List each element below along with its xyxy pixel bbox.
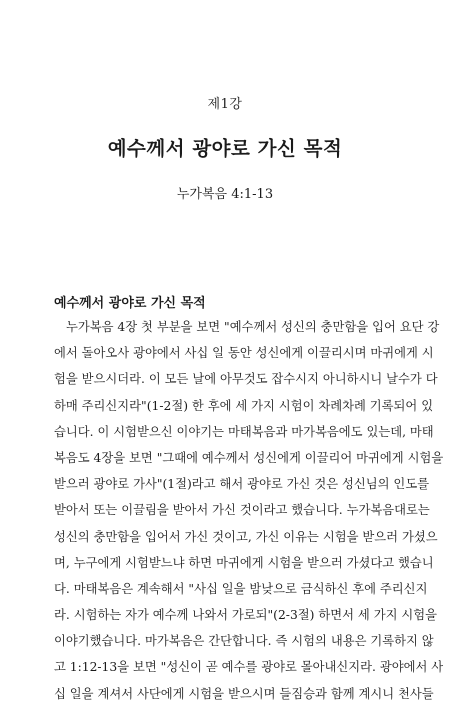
paragraph-line: 성신의 충만함을 입어서 가신 것이고, 가신 이유는 시험을 받으러 가셨으: [54, 529, 438, 544]
paragraph-line: 복음도 4장을 보면 "그때에 예수께서 성신에게 이끌리어 마귀에게 시험을: [54, 450, 444, 465]
body-paragraph: [54, 314, 444, 707]
paragraph-line: 라. 시험하는 자가 예수께 나와서 가로되"(2-3절) 하면서 세 가지 시험을: [54, 608, 437, 623]
paragraph-line: 습니다. 이 시험받으신 이야기는 마태복음과 마가복음에도 있는데, 마태: [54, 424, 434, 439]
paragraph-line: 하매 주리신지라"(1-2절) 한 후에 세 가지 시험이 차례차례 기록되어 있: [54, 398, 434, 413]
paragraph-line: 며, 누구에게 시험받느냐 하면 마귀에게 시험을 받으러 가셨다고 했습니: [54, 555, 434, 570]
paragraph-line: 십 일을 계셔서 사단에게 시험을 받으시며 들짐승과 함께 계시니 천사들: [54, 686, 434, 701]
scripture-reference: 누가복음 4:1-13: [176, 187, 274, 202]
chapter-label: 제1강: [207, 97, 243, 112]
paragraph-line: 험을 받으시더라. 이 모든 날에 아무것도 잡수시지 아니하시니 날수가 다: [54, 372, 438, 387]
paragraph-line: 받으러 광야로 가사"(1절)라고 해서 광야로 가신 것은 성신님의 인도를: [54, 477, 430, 492]
chapter-title: 예수께서 광야로 가신 목적: [107, 137, 343, 160]
paragraph-line: 다. 마태복음은 계속해서 "사십 일을 밤낮으로 금식하신 후에 주리신지: [54, 581, 428, 596]
paragraph-line: 이야기했습니다. 마가복음은 간단합니다. 즉 시험의 내용은 기록하지 않: [54, 634, 434, 649]
section-heading: 예수께서 광야로 가신 목적: [54, 296, 206, 311]
paragraph-line: 에서 돌아오사 광야에서 사십 일 동안 성신에게 이끌리시며 마귀에게 시: [54, 346, 434, 361]
paragraph-line: 받아서 또는 이끌림을 받아서 가신 것이라고 했습니다. 누가복음대로는: [54, 503, 430, 518]
paragraph-line: 누가복음 4장 첫 부분을 보면 "예수께서 성신의 충만함을 입어 요단 강: [66, 320, 440, 334]
paragraph-line: 고 1:12-13을 보면 "성신이 곧 예수를 광야로 몰아내신지라. 광야에서 사: [54, 660, 444, 675]
